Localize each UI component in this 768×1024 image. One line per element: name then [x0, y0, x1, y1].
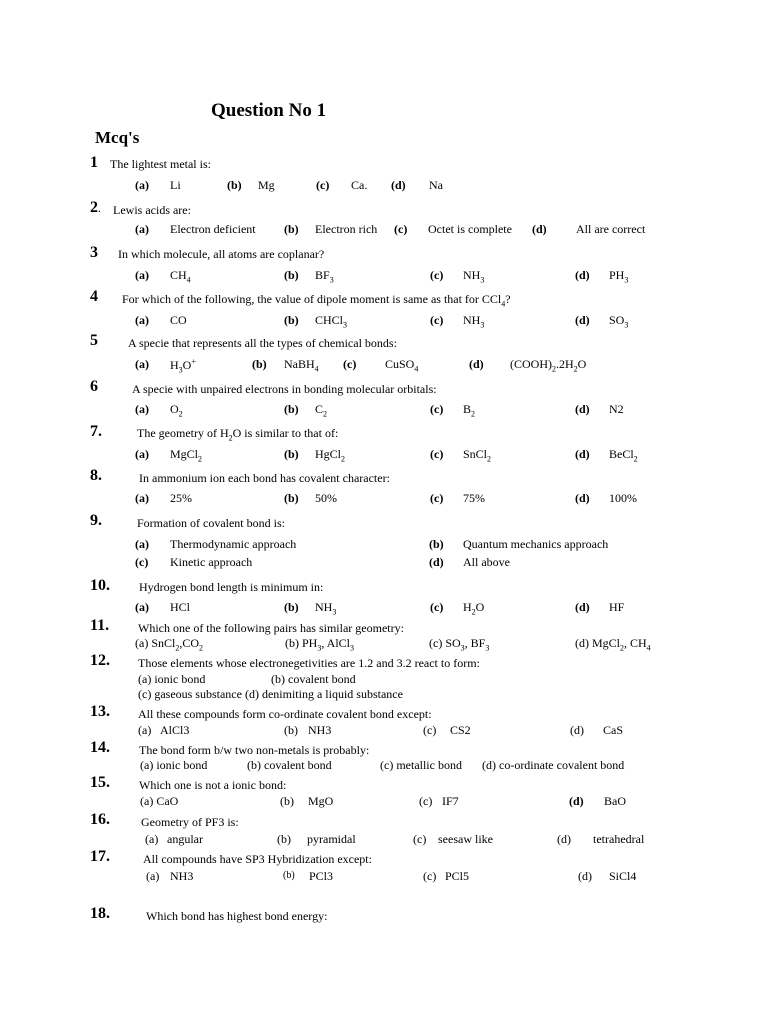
option-text: AlCl3: [160, 723, 190, 737]
option-text: BaO: [604, 794, 626, 808]
option-text: Octet is complete: [428, 222, 512, 236]
question-number: 12.: [90, 652, 110, 669]
option-text: $C_2$: [315, 402, 328, 419]
option-label: (b): [284, 600, 299, 614]
option-label: (c): [316, 178, 330, 192]
option-text: BeCl$_2$: [609, 447, 638, 464]
option-text: MgO: [308, 794, 334, 808]
option-text: $H_2O$: [463, 600, 485, 617]
option-text: CuSO$_4$: [385, 357, 419, 374]
question-text: The geometry of $H_2O$ is similar to that of:: [137, 426, 339, 443]
option-text: HCl: [170, 600, 191, 614]
option-text: Na: [429, 178, 443, 192]
option-label: (d): [570, 723, 584, 737]
option-text: (c) gaseous substance (d) denimiting a liquid substance: [138, 687, 403, 701]
question-number: 16.: [90, 811, 110, 828]
option-label: (d): [575, 600, 590, 614]
option-label: (b): [283, 870, 295, 881]
option-label: (d): [575, 313, 590, 327]
option-label: (d): [575, 402, 590, 416]
option-text: 25%: [170, 491, 192, 505]
question-number: 9.: [90, 512, 102, 529]
question-text: Those elements whose electronegetivities are 1.2 and 3.2 react to form:: [138, 656, 480, 670]
option-label: (b): [284, 402, 299, 416]
option-text: 100%: [609, 491, 637, 505]
option-text: SiCl4: [609, 869, 637, 883]
option-text: N2: [609, 402, 624, 416]
option-text: (b) covalent bond: [247, 758, 332, 772]
question-number: 3: [90, 244, 98, 261]
question-number: 11.: [90, 617, 110, 634]
question-number: 1: [90, 154, 98, 171]
option-label: (d): [575, 491, 590, 505]
option-text: All above: [463, 555, 510, 569]
option-text: $CH_4$: [170, 268, 191, 285]
option-label: (d): [391, 178, 406, 192]
option-text: PCl5: [445, 869, 470, 883]
option-text: Quantum mechanics approach: [463, 537, 609, 551]
option-label: (a): [135, 447, 149, 461]
option-text: (c) metallic bond: [380, 758, 462, 772]
question-text: In which molecule, all atoms are coplanar?: [118, 247, 325, 261]
option-text: (b) covalent bond: [271, 672, 356, 686]
option-label: (d): [575, 268, 590, 282]
option-label: (b): [284, 313, 299, 327]
option-text: PCl3: [309, 869, 334, 883]
option-label: (d): [575, 447, 590, 461]
option-text: (c) $SO_3$, $BF_3$: [429, 636, 490, 653]
option-label: (a): [135, 357, 149, 371]
option-label: (b): [252, 357, 267, 371]
question-number: 7.: [90, 423, 102, 440]
question-text: The bond form b/w two non-metals is probably:: [139, 743, 370, 757]
question-number: 14.: [90, 739, 110, 756]
option-label: (b): [284, 268, 299, 282]
option-label: (b): [284, 222, 299, 236]
option-text: Electron rich: [315, 222, 378, 236]
question-text: Which one of the following pairs has similar geometry:: [138, 621, 404, 635]
option-label: (a): [135, 313, 149, 327]
option-label: (d): [569, 794, 584, 808]
option-label: (d): [532, 222, 547, 236]
question-text: Which bond has highest bond energy:: [146, 909, 328, 923]
option-text: (d) co-ordinate covalent bond: [482, 758, 625, 772]
option-label: (a): [135, 222, 149, 236]
option-label: (b): [277, 832, 291, 846]
option-label: (a): [145, 832, 159, 846]
question-number: 6: [90, 378, 98, 395]
option-label: (b): [429, 537, 444, 551]
option-text: Kinetic approach: [170, 555, 253, 569]
option-text: $BF_3$: [315, 268, 334, 285]
question-text: All compounds have SP3 Hybridization except:: [143, 852, 372, 866]
question-text: A specie that represents all the types of chemical bonds:: [128, 336, 397, 350]
question-text: The lightest metal is:: [110, 157, 211, 171]
option-label: (d): [557, 832, 571, 846]
question-number: 5: [90, 332, 98, 349]
option-label: (c): [135, 555, 149, 569]
option-text: angular: [167, 832, 203, 846]
option-text: NH3: [308, 723, 332, 737]
question-text: A specie with unpaired electrons in bonding molecular orbitals:: [132, 382, 437, 396]
option-label: (c): [430, 268, 444, 282]
option-label: (b): [284, 723, 298, 737]
question-number: 4: [90, 288, 98, 305]
option-label: (c): [430, 313, 444, 327]
option-label: (b): [280, 794, 294, 808]
option-label: (c): [430, 402, 444, 416]
option-label: (c): [430, 491, 444, 505]
option-text: $NH_3$: [315, 600, 337, 617]
option-label: (a): [135, 600, 149, 614]
option-text: Electron deficient: [170, 222, 256, 236]
option-text: (a) ionic bond: [138, 672, 206, 686]
option-label: (d): [578, 869, 592, 883]
option-text: (a) ionic bond: [140, 758, 208, 772]
option-label: (a): [135, 268, 149, 282]
option-text: Thermodynamic approach: [170, 537, 297, 551]
option-text: $(COOH)_2.2H_2O$: [510, 357, 587, 374]
option-text: tetrahedral: [593, 832, 645, 846]
option-text: 75%: [463, 491, 485, 505]
option-text: pyramidal: [307, 832, 356, 846]
option-text: seesaw like: [438, 832, 493, 846]
option-text: $PH_3$: [609, 268, 629, 285]
option-text: $O_2$: [170, 402, 183, 419]
option-label: (a): [135, 537, 149, 551]
option-text: CaS: [603, 723, 624, 737]
option-text: $NH_3$: [463, 268, 485, 285]
option-text: Ca.: [351, 178, 368, 192]
option-text: CS2: [450, 723, 471, 737]
option-label: (d): [429, 555, 444, 569]
option-text: (a) $SnCl_2,CO_2$: [135, 636, 204, 653]
option-label: (c): [430, 600, 444, 614]
option-text: (d) MgCl$_2$, $CH_4$: [575, 636, 651, 653]
option-label: (c): [423, 723, 437, 737]
option-text: All are correct: [576, 222, 646, 236]
option-text: $B_2$: [463, 402, 476, 419]
option-text: HF: [609, 600, 625, 614]
option-label: (c): [423, 869, 437, 883]
option-text: CO: [170, 313, 187, 327]
option-label: (d): [469, 357, 484, 371]
option-text: Li: [170, 178, 181, 192]
option-label: (a): [135, 402, 149, 416]
question-number: 17.: [90, 848, 110, 865]
question-text: Geometry of PF3 is:: [141, 815, 239, 829]
option-label: (c): [343, 357, 357, 371]
page-title: Question No 1: [211, 100, 327, 121]
option-text: (a) CaO: [140, 794, 179, 808]
option-label: (a): [135, 491, 149, 505]
question-text: Formation of covalent bond is:: [137, 516, 285, 530]
question-text: In ammonium ion each bond has covalent character:: [139, 471, 390, 485]
option-text: NaBH$_4$: [284, 357, 319, 374]
option-text: (b) $PH_3$, AlCl$_3$: [285, 636, 355, 653]
option-text: Mg: [258, 178, 275, 192]
option-text: SnCl$_2$: [463, 447, 492, 464]
option-text: $SO_3$: [609, 313, 629, 330]
option-text: NH3: [170, 869, 194, 883]
option-text: CHCl$_3$: [315, 313, 348, 330]
question-number: 2.: [90, 199, 101, 216]
question-text: All these compounds form co-ordinate covalent bond except:: [138, 707, 432, 721]
question-text: Lewis acids are:: [113, 203, 191, 217]
question-text: For which of the following, the value of dipole moment is same as that for CCl$_4$?: [122, 292, 511, 309]
question-text: Which one is not a ionic bond:: [139, 778, 287, 792]
question-number: 8.: [90, 467, 102, 484]
question-number: 10.: [90, 577, 110, 594]
option-label: (c): [413, 832, 427, 846]
question-text: Hydrogen bond length is minimum in:: [139, 580, 324, 594]
option-label: (a): [138, 723, 152, 737]
option-label: (a): [135, 178, 149, 192]
question-number: 15.: [90, 774, 110, 791]
section-title: Mcq's: [95, 128, 140, 147]
option-label: (c): [394, 222, 408, 236]
option-text: $NH_3$: [463, 313, 485, 330]
option-text: HgCl$_2$: [315, 447, 346, 464]
option-label: (a): [146, 869, 160, 883]
option-label: (b): [227, 178, 242, 192]
option-text: 50%: [315, 491, 337, 505]
option-label: (b): [284, 447, 299, 461]
option-text: $H_3O^+$: [170, 357, 196, 375]
option-label: (b): [284, 491, 299, 505]
question-number: 13.: [90, 703, 110, 720]
option-text: MgCl$_2$: [170, 447, 203, 464]
option-text: IF7: [442, 794, 459, 808]
option-label: (c): [419, 794, 433, 808]
question-number: 18.: [90, 905, 110, 922]
option-label: (c): [430, 447, 444, 461]
